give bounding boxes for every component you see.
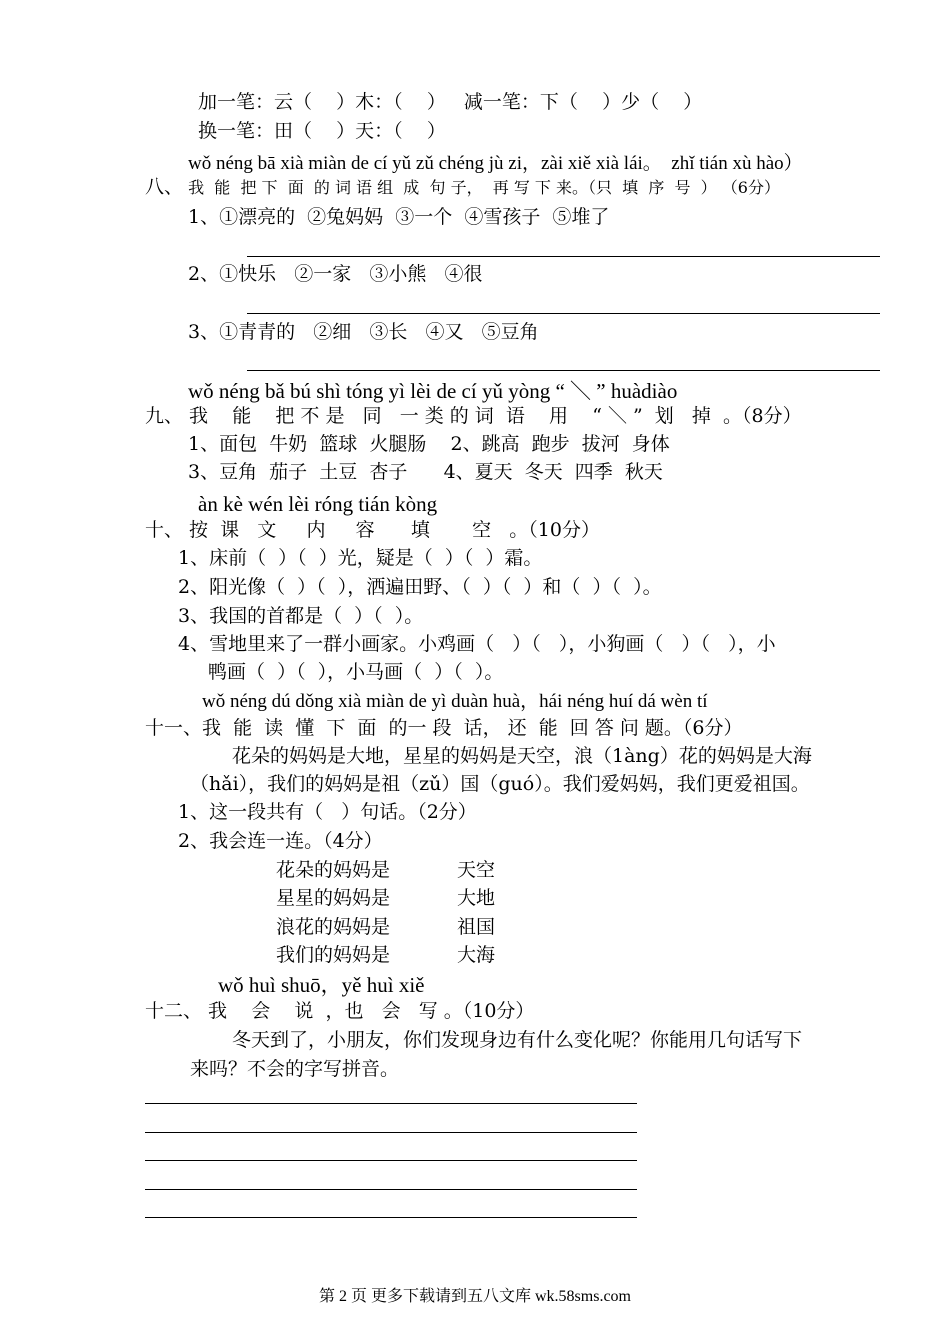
match-left-2: 星星的妈妈是 [276,887,391,909]
section9-question-1: 1、面包 牛奶 篮球 火腿肠 2、跳高 跑步 拔河 身体 [188,433,670,455]
section9-question-2: 3、豆角 茄子 土豆 杏子 4、夏天 冬天 四季 秋天 [188,461,663,483]
answer-line-3 [247,370,880,371]
page-footer: 第 2 页 更多下载请到五八文库 wk.58sms.com [318,1288,631,1305]
section12-pinyin: wǒ huì shuō，yě huì xiě [218,973,425,997]
section8-pinyin: wǒ néng bā xià miàn de cí yǔ zǔ chéng jù zi，zài xiě xià lái。 zhǐ tián xù hào） [188,153,803,174]
writing-line-5 [145,1217,637,1218]
section11-question-1: 1、这一段共有（ ）句话。（2分） [178,801,477,823]
match-left-3: 浪花的妈妈是 [276,916,391,938]
section10-question-4b: 鸭画（ ）（ ），小马画（ ）（ ）。 [208,661,504,683]
writing-line-3 [145,1160,637,1161]
section8-question-2: 2、①快乐 ②一家 ③小熊 ④很 [188,263,483,285]
section10-pinyin: àn kè wén lèi róng tián kòng [198,492,438,516]
section12-paragraph-2: 来吗？不会的字写拼音。 [190,1058,400,1080]
match-left-1: 花朵的妈妈是 [276,859,391,881]
match-right-2: 大地 [457,887,496,909]
section9-heading [145,404,802,428]
section8-title: 我 能 把 下 面 的 词 语 组 成 句 子， 再 写 下 来。（只 填 序 号 ） （6分） [183,178,780,197]
section11-title: 我 能 读 懂 下 面 的一 段 话， 还 能 回 答 问 题。（6分） [202,717,743,739]
section8-number: 八、 [145,176,184,198]
section12-heading [145,999,534,1023]
answer-line-1 [247,256,880,257]
section10-number: 十、 [145,519,184,541]
section11-heading [145,716,743,740]
writing-line-1 [145,1103,637,1104]
section8-heading [145,175,780,200]
change-stroke-line: 换一笔：田（ ）天：（ ） [198,120,446,142]
match-right-4: 大海 [457,944,496,966]
section10-question-3: 3、我国的首都是（ ）（ ）。 [178,605,424,627]
section12-title: 我 会 说 ，也 会 写 。（10分） [202,1000,535,1022]
section8-question-1: 1、①漂亮的 ②兔妈妈 ③一个 ④雪孩子 ⑤堆了 [188,206,610,228]
match-right-1: 天空 [457,859,496,881]
section8-question-3: 3、①青青的 ②细 ③长 ④又 ⑤豆角 [188,321,539,343]
answer-line-2 [247,313,880,314]
section9-title: 我 能 把 不 是 同 一 类 的 词 语 用 “ ＼ ” 划 掉 。（8分） [183,405,802,427]
add-stroke-line: 加一笔：云（ ）木：（ ） 减一笔：下（ ）少（ ） [198,91,703,113]
section10-question-1: 1、床前（ ）（ ）光，疑是（ ）（ ）霜。 [178,547,543,569]
section10-title: 按 课 文 内 容 填 空 。（10分） [183,519,600,541]
writing-line-4 [145,1189,637,1190]
section10-heading [145,518,600,542]
match-left-4: 我们的妈妈是 [276,944,391,966]
writing-line-2 [145,1132,637,1133]
section10-question-2: 2、阳光像（ ）（ ），洒遍田野、（ ）（ ）和（ ）（ ）。 [178,576,662,598]
section11-pinyin: wǒ néng dú dǒng xià miàn de yì duàn huà，hái néng huí dá wèn tí [202,691,708,712]
section12-paragraph-1: 冬天到了，小朋友，你们发现身边有什么变化呢？你能用几句话写下 [232,1029,803,1051]
section12-number: 十二、 [145,1000,203,1022]
match-right-3: 祖国 [457,916,496,938]
section9-number: 九、 [145,405,184,427]
section10-question-4a: 4、雪地里来了一群小画家。小鸡画（ ）（ ），小狗画（ ）（ ），小 [178,633,776,655]
section11-number: 十一、 [145,717,203,739]
section11-paragraph-2: （hǎi），我们的妈妈是祖（zǔ）国（guó）。我们爱妈妈，我们更爱祖国。 [190,773,810,795]
section11-paragraph-1: 花朵的妈妈是大地，星星的妈妈是天空，浪（1àng）花的妈妈是大海 [232,745,812,767]
section11-question-2: 2、我会连一连。（4分） [178,830,383,852]
section9-pinyin: wǒ néng bǎ bú shì tóng yì lèi de cí yǔ yòng “ ＼ ” huàdiào [188,379,678,403]
